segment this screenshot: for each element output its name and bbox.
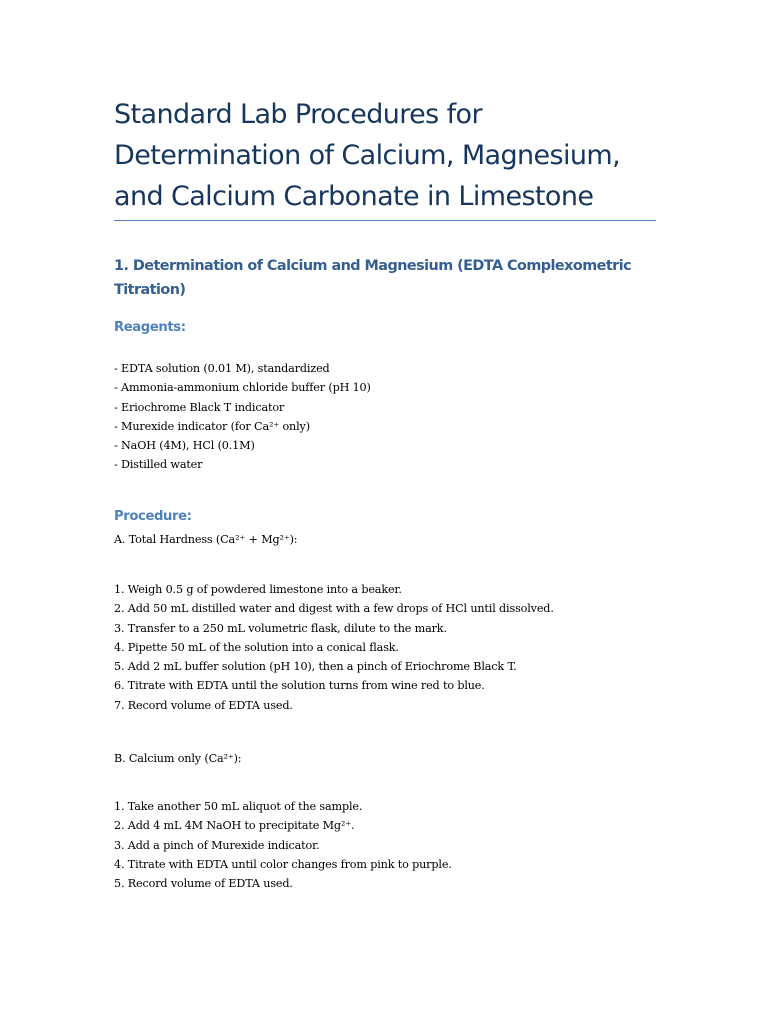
list-item: 2. Add 4 mL 4M NaOH to precipitate Mg²⁺.	[114, 819, 355, 833]
reagents-list	[114, 359, 656, 475]
list-item: 2. Add 50 mL distilled water and digest with a few drops of HCl until dissolved.	[114, 602, 554, 616]
procedure-heading: Procedure:	[114, 509, 192, 524]
list-item: 3. Add a pinch of Murexide indicator.	[114, 838, 320, 852]
list-item: - EDTA solution (0.01 M), standardized	[114, 362, 330, 375]
list-item: - Distilled water	[114, 458, 203, 472]
list-item: 6. Titrate with EDTA until the solution turns from wine red to blue.	[114, 679, 485, 693]
list-item: 5. Record volume of EDTA used.	[114, 877, 293, 891]
section-heading-edta-titration: 1. Determination of Calcium and Magnesium (EDTA Complexometric Titration)	[114, 258, 632, 298]
list-item: 5. Add 2 mL buffer solution (pH 10), then a pinch of Eriochrome Black T.	[114, 660, 517, 674]
list-item: 3. Transfer to a 250 mL volumetric flask, dilute to the mark.	[114, 621, 447, 635]
total-hardness-steps	[114, 580, 656, 715]
list-item: 4. Titrate with EDTA until color changes from pink to purple.	[114, 857, 452, 871]
list-item: - NaOH (4M), HCl (0.1M)	[114, 439, 255, 453]
list-item: - Murexide indicator (for Ca²⁺ only)	[114, 419, 310, 433]
document-title: Standard Lab Procedures for Determination of Calcium, Magnesium, and Calcium Carbonate in Limestone	[114, 99, 621, 212]
reagents-heading: Reagents:	[114, 320, 186, 335]
list-item: 1. Take another 50 mL aliquot of the sample.	[114, 800, 363, 813]
list-item: - Ammonia-ammonium chloride buffer (pH 10)	[114, 381, 371, 395]
list-item: 4. Pipette 50 mL of the solution into a conical flask.	[114, 640, 399, 654]
title-underline-rule	[114, 220, 656, 221]
calcium-only-label: B. Calcium only (Ca²⁺):	[114, 752, 242, 765]
list-item: 1. Weigh 0.5 g of powdered limestone into a beaker.	[114, 583, 402, 596]
list-item: 7. Record volume of EDTA used.	[114, 698, 293, 712]
total-hardness-label: A. Total Hardness (Ca²⁺ + Mg²⁺):	[114, 533, 298, 546]
list-item: - Eriochrome Black T indicator	[114, 400, 285, 414]
calcium-only-steps	[114, 797, 656, 893]
